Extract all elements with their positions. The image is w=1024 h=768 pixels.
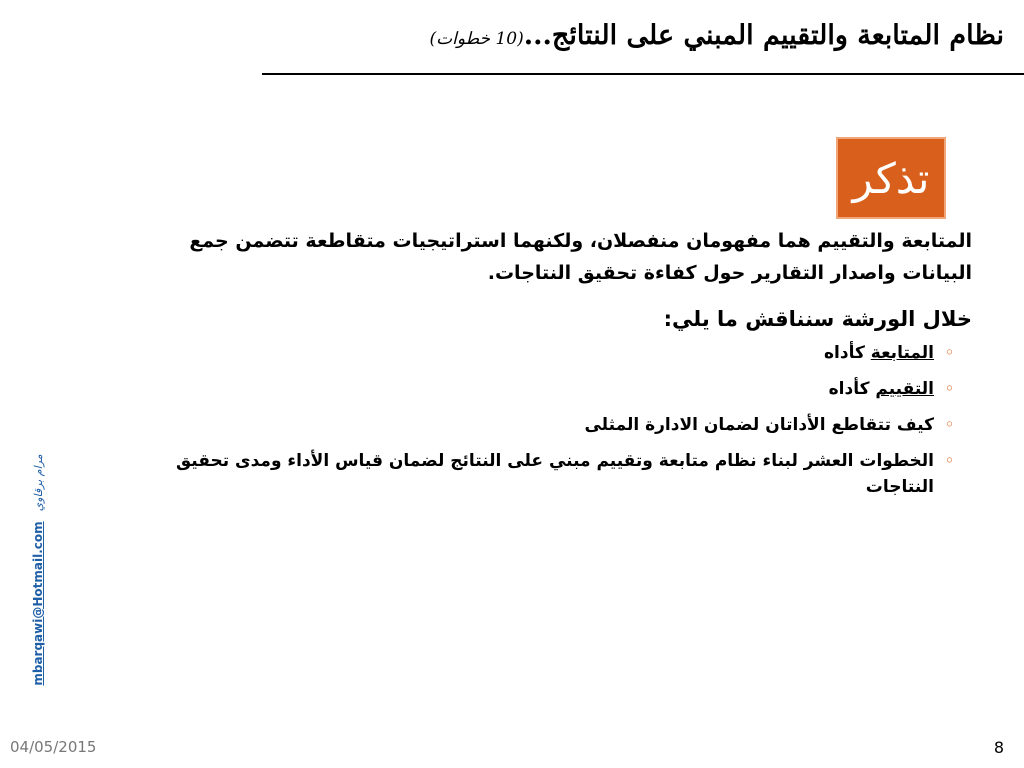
author-email-link[interactable]: mbarqawi@Hotmail.com <box>31 521 45 686</box>
author-sidebar <box>8 454 70 686</box>
intro-paragraph: المتابعة والتقييم هما مفهومان منفصلان، ولكنهما استراتيجيات متقاطعة تتضمن جمع البيانات واصدار التقارير حول كفاءة تحقيق النتاجات. <box>189 230 972 284</box>
bullet-icon: ◦ <box>945 417 954 433</box>
bullet-item <box>154 412 954 438</box>
bullet-item <box>154 448 954 500</box>
title-main: نظام المتابعة والتقييم المبني على النتائج... <box>523 20 1004 51</box>
bullet-text: كيف تتقاطع الأداتان لضمان الادارة المثلى <box>584 415 934 435</box>
bullet-item <box>154 340 954 366</box>
bullet-underlined: المتابعة <box>870 343 934 363</box>
bullet-text: كأداه <box>824 343 871 363</box>
lead-text: خلال الورشة سنناقش ما يلي: <box>663 307 972 331</box>
bullet-list <box>154 340 954 510</box>
slide-title <box>204 20 1004 51</box>
bullet-item <box>154 376 954 402</box>
author-name: مرام برقاوي <box>31 454 45 512</box>
bullet-text: كأداه <box>828 379 876 399</box>
bullet-icon: ◦ <box>945 345 954 361</box>
bullet-underlined: التقييم <box>875 379 934 399</box>
bullet-icon: ◦ <box>945 381 954 397</box>
author-watermark <box>31 454 45 685</box>
remember-label: تذكر <box>852 153 930 203</box>
bullet-icon: ◦ <box>945 453 954 469</box>
bullet-text: الخطوات العشر لبناء نظام متابعة وتقييم مبني على النتائج لضمان قياس الأداء ومدى تحقيق النتاجات <box>175 451 934 497</box>
footer-date: 04/05/2015 <box>10 738 97 756</box>
page-number: 8 <box>993 738 1004 757</box>
title-underline <box>262 73 1024 75</box>
title-sub: (10 خطوات) <box>429 29 524 49</box>
remember-box <box>836 137 946 219</box>
